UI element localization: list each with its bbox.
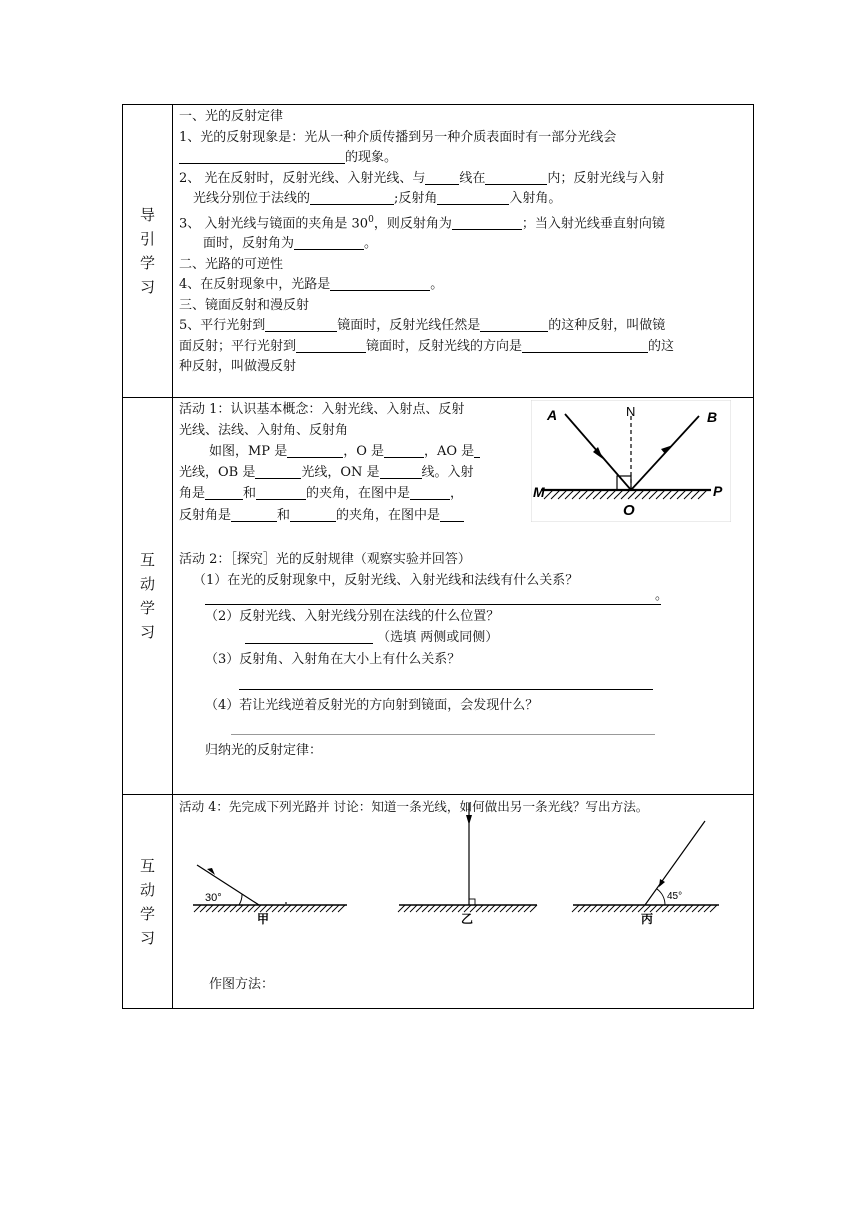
text: 的夹角，在图中是 — [306, 486, 411, 501]
text: 。 — [364, 236, 378, 252]
text: 线。入射 — [421, 465, 474, 480]
side-char: 动 — [139, 880, 155, 899]
blank-field[interactable] — [256, 485, 306, 500]
question-2: （2）反射光线、入射光线分别在法线的什么位置？ — [205, 609, 500, 624]
blank-field[interactable] — [437, 190, 509, 205]
text: 光线分别位于法线的 — [193, 191, 311, 206]
blank-field[interactable] — [474, 443, 480, 458]
text: 面反射；平行光射到 — [179, 338, 297, 354]
blank-field[interactable] — [452, 215, 522, 230]
figure-label-jia: 甲 — [257, 912, 270, 925]
q3-line-b — [179, 234, 749, 255]
blank-field[interactable] — [179, 149, 345, 164]
angle-label-45: 45° — [667, 891, 683, 902]
text: 的这种反射，叫做镜 — [548, 318, 666, 334]
activity1-line-2 — [179, 463, 474, 484]
answer-line-1[interactable] — [205, 603, 661, 605]
text: 镜面时，反射光线任然是 — [337, 318, 481, 334]
blank-field[interactable] — [255, 464, 301, 479]
label-M: M — [533, 484, 545, 500]
question-1-end: 。 — [655, 588, 669, 603]
text: 和 — [243, 486, 257, 501]
figure-jia — [193, 835, 353, 925]
interactive-2-content — [173, 795, 754, 1009]
figure-bing — [569, 801, 725, 925]
side-char: 互 — [139, 856, 155, 875]
side-char: 导 — [139, 206, 155, 224]
text: ，O 是 — [343, 444, 384, 459]
text: 。 — [430, 277, 444, 293]
blank-field[interactable] — [425, 170, 459, 185]
q5-line-a — [179, 316, 749, 337]
blank-field[interactable] — [485, 170, 547, 185]
text: 的现象。 — [345, 150, 398, 165]
text: 线在 — [459, 170, 486, 186]
heading-specular-diffuse: 三、镜面反射和漫反射 — [179, 297, 310, 313]
text: ，则反射角为 — [373, 215, 452, 231]
section-interactive-2 — [123, 795, 754, 1009]
blank-field[interactable] — [330, 276, 430, 291]
text: ， — [450, 486, 464, 501]
q5-line-c: 种反射，叫做漫反射 — [179, 359, 297, 375]
blank-field[interactable] — [296, 338, 366, 353]
activity1-line-1 — [209, 442, 480, 463]
blank-field[interactable] — [480, 317, 548, 332]
label-N: N — [626, 404, 636, 419]
side-char: 习 — [139, 278, 155, 296]
text: 和 — [277, 508, 291, 523]
section-interactive-1 — [123, 398, 754, 795]
q4-line — [179, 275, 749, 296]
blank-field[interactable] — [290, 507, 336, 522]
text: 面时，反射角为 — [203, 236, 295, 252]
text: 5、平行光射到 — [179, 318, 266, 334]
interactive-1-content — [173, 398, 754, 795]
blank-field[interactable] — [287, 443, 343, 458]
text: 光线，OB 是 — [179, 465, 256, 480]
blank-field[interactable] — [384, 443, 424, 458]
worksheet-table — [122, 104, 754, 1009]
q3-line-a — [179, 210, 749, 235]
label-P: P — [713, 483, 723, 499]
blank-field[interactable] — [522, 338, 648, 353]
text: 3、 入射光线与镜面的夹角是 30 — [179, 215, 369, 231]
question-2-answer — [245, 628, 498, 649]
activity1-title-2: 光线、法线、入射角、反射角 — [179, 423, 349, 438]
side-char: 学 — [139, 254, 155, 272]
blank-field[interactable] — [410, 485, 450, 500]
section-guided-study — [123, 105, 754, 398]
activity1-line-4 — [179, 506, 464, 527]
q2-line-b — [179, 189, 749, 210]
q5-line-b — [179, 337, 749, 358]
answer-line-3[interactable] — [239, 688, 653, 690]
text: 镜面时，反射光线的方向是 — [366, 338, 523, 354]
text: 光线，ON 是 — [301, 465, 380, 480]
side-char: 互 — [139, 551, 155, 569]
q1-line-a: 1、光的反射现象是：光从一种介质传播到另一种介质表面时有一部分光线会 — [179, 129, 617, 145]
text: 的这 — [648, 338, 675, 354]
blank-field[interactable] — [440, 507, 464, 522]
text: 如图，MP 是 — [209, 444, 288, 459]
side-label-interactive-2 — [123, 795, 173, 1009]
figure-yi — [391, 801, 541, 925]
blank-field[interactable] — [205, 485, 243, 500]
activity4-title: 活动 4：先完成下列光路并 讨论：知道一条光线，如何做出另一条光线？写出方法。 — [179, 799, 649, 814]
side-char: 动 — [139, 575, 155, 593]
text: ；当入射光线垂直射向镜 — [521, 215, 665, 231]
reflection-diagram — [531, 400, 731, 522]
side-char: 习 — [139, 623, 155, 641]
figure-label-yi: 乙 — [461, 912, 474, 925]
blank-field[interactable] — [231, 507, 277, 522]
text: 2、 光在反射时，反射光线、入射光线、与 — [179, 170, 426, 186]
text: 的夹角，在图中是 — [336, 508, 441, 523]
superscript: 0 — [368, 214, 374, 225]
activity2-title: 活动 2：［探究］光的反射规律（观察实验并回答） — [179, 552, 471, 567]
text: 角是 — [179, 486, 206, 501]
activity1-line-3 — [179, 484, 463, 505]
q1-line-b — [179, 148, 749, 169]
text: 4、在反射现象中，光路是 — [179, 277, 331, 293]
side-label-interactive-1 — [123, 398, 173, 795]
guided-study-content — [173, 105, 754, 398]
hint-text: （选填 两侧或同侧） — [377, 630, 499, 645]
label-O: O — [623, 502, 635, 519]
text: 反射角是 — [179, 508, 232, 523]
q2-line-a — [179, 169, 749, 190]
answer-line-4[interactable] — [231, 733, 655, 735]
text: ，AO 是 — [424, 444, 475, 459]
summary-prompt: 归纳光的反射定律： — [205, 743, 323, 758]
side-char: 学 — [139, 599, 155, 617]
heading-reversibility: 二、光路的可逆性 — [179, 256, 284, 272]
method-prompt: 作图方法： — [209, 977, 275, 992]
blank-field[interactable] — [265, 317, 337, 332]
angle-label-30: 30° — [205, 892, 222, 904]
text: ;反射角 — [394, 191, 438, 206]
worksheet — [122, 104, 742, 1008]
text: 内；反射光线与入射 — [547, 170, 665, 186]
activity1-title: 活动 1：认识基本概念：入射光线、入射点、反射 — [179, 402, 465, 417]
side-char: 学 — [139, 904, 155, 923]
figure-label-bing: 丙 — [641, 912, 654, 925]
question-1: （1）在光的反射现象中，反射光线、入射光线和法线有什么关系？ — [193, 573, 579, 588]
question-4: （4）若让光线逆着反射光的方向射到镜面，会发现什么？ — [205, 698, 539, 713]
blank-field[interactable] — [294, 235, 364, 250]
side-char: 引 — [139, 230, 155, 248]
question-3: （3）反射角、入射角在大小上有什么关系？ — [205, 652, 461, 667]
label-A: A — [547, 407, 558, 423]
side-char: 习 — [139, 928, 155, 947]
blank-field[interactable] — [245, 629, 373, 644]
heading-reflection-law: 一、光的反射定律 — [179, 109, 284, 124]
blank-field[interactable] — [380, 464, 422, 479]
label-B: B — [707, 409, 718, 425]
side-label-guided-study — [123, 105, 173, 398]
blank-field[interactable] — [310, 190, 394, 205]
text: 入射角。 — [509, 191, 562, 206]
